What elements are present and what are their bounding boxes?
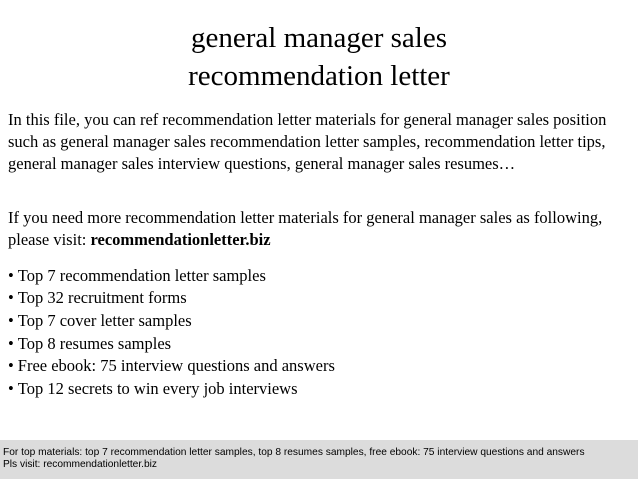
bullet-icon: •: [8, 334, 14, 353]
list-item[interactable]: [8, 355, 335, 377]
list-item-label: Free ebook: 75 interview questions and answers: [17, 356, 335, 375]
list-item[interactable]: [8, 287, 335, 309]
more-info-text: If you need more recommendation letter materials for general manager sales as following, please visit:: [8, 208, 603, 249]
list-item[interactable]: [8, 310, 335, 332]
list-item-label: Top 7 recommendation letter samples: [17, 266, 266, 285]
more-info-paragraph: [8, 207, 618, 251]
list-item-label: Top 32 recruitment forms: [17, 288, 187, 307]
bullet-icon: •: [8, 379, 14, 398]
footer-line-1: For top materials: top 7 recommendation letter samples, top 8 resumes samples, free ebook: 75 interview questions and answers: [3, 447, 585, 458]
footer-line-2[interactable]: Pls visit: recommendationletter.biz: [3, 459, 158, 470]
bullet-icon: •: [8, 266, 14, 285]
bullet-icon: •: [8, 288, 14, 307]
list-item[interactable]: [8, 378, 335, 400]
intro-paragraph: In this file, you can ref recommendation letter materials for general manager sales position such as general manager sales recommendation letter samples, recommendation letter tips, general manager sales interview questions, general manager sales resumes…: [8, 110, 607, 173]
list-item-label: Top 7 cover letter samples: [17, 311, 192, 330]
title-line-2: recommendation letter: [188, 60, 450, 92]
bullet-icon: •: [8, 311, 14, 330]
title-line-1: general manager sales: [190, 22, 448, 54]
bullet-icon: •: [8, 356, 14, 375]
list-item[interactable]: [8, 265, 335, 287]
website-link[interactable]: recommendationletter.biz: [90, 230, 271, 249]
materials-list: [8, 265, 335, 400]
footer-banner: [0, 440, 638, 479]
list-item-label: Top 12 secrets to win every job interviews: [17, 379, 298, 398]
list-item[interactable]: [8, 333, 335, 355]
list-item-label: Top 8 resumes samples: [17, 334, 172, 353]
